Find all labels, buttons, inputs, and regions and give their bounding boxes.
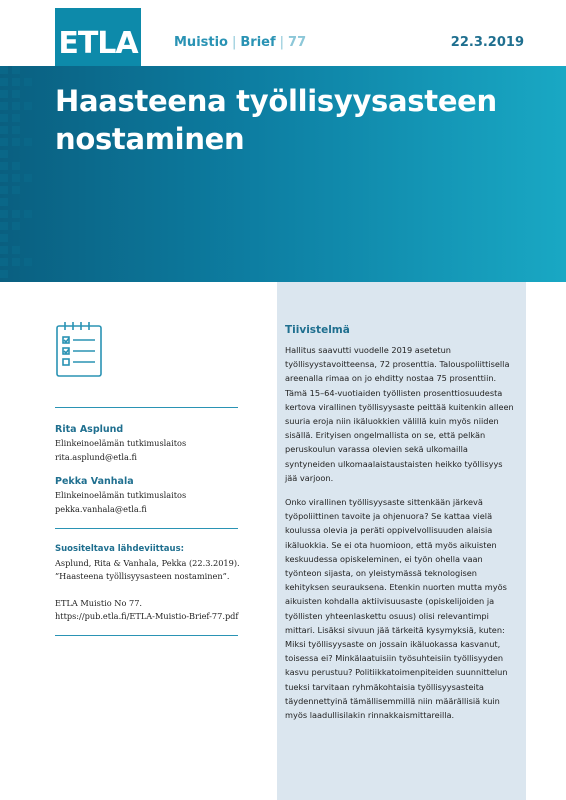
pdf-link[interactable]: https://pub.etla.fi/ETLA-Muistio-Brief-77.pdf [55,611,239,621]
separator: | [279,35,285,50]
author-org: Elinkeinoelämän tutkimuslaitos [55,438,187,448]
logo-text: ETLA [58,26,138,61]
author-email[interactable]: pekka.vanhala@etla.fi [55,504,147,514]
citation-line: ”Haasteena työllisyysasteen nostaminen”. [55,571,230,581]
title-line-2: nostaminen [55,122,245,156]
series-number: 77 [288,35,307,50]
citation-heading: Suositeltava lähdeviittaus: [55,544,185,554]
author-name: Rita Asplund [55,424,124,435]
author-org: Elinkeinoelämän tutkimuslaitos [55,490,187,500]
document-title [55,82,497,158]
summary-paragraph: Hallitus saavutti vuodelle 2019 asetetun työllisyystavoitteensa, 72 prosenttia. Talouspoliittisella areenalla rimaa on jo ehditty nostaa 75 prosenttiin. Tämä 15–64-vuotiaiden työllisten prosenttiosuudesta kertova virallinen työllisyysaste peittää kuitenkin alleen suuria eroja niin ikäluokkien välillä kuin myös niiden sisällä. Erityisen ongelmallista on se, että pelkän peruskoulun varassa olevien sekä ulkomailla syntyneiden ulkomaalaistaustaisten heikko työllisyys jää varjoon. [285,345,514,483]
publication-date: 22.3.2019 [450,35,524,50]
citation-line: Asplund, Rita & Vanhala, Pekka (22.3.2019). [55,558,240,568]
summary-body [285,343,517,732]
divider [55,635,238,636]
summary-heading: Tiivistelmä [285,324,350,336]
author-email[interactable]: rita.asplund@etla.fi [55,452,137,462]
series-name: Muistio [174,35,228,50]
banner-grid-pattern [0,66,40,282]
divider [55,528,238,529]
author-name: Pekka Vanhala [55,476,134,487]
series-label [174,35,306,50]
series-reference: ETLA Muistio No 77. [55,598,143,608]
checklist-icon [55,320,103,378]
title-line-1: Haasteena työllisyysasteen [55,84,497,118]
separator: | [232,35,237,50]
summary-paragraph: Onko virallinen työllisyysaste sittenkään järkevä työpoliittinen tavoite ja ohjenuora? Se kattaa vielä koulussa olevia ja peräti oppivelvollisuuden alaisia ikäluokkia. Se ei ota huomioon, että myös aikuisten keskuudessa opiskeleminen, ei työn ohella vaan työnteon sijasta, on yleistymässä teknologisen kehityksen seurauksena. Etenkin nuorten mutta myös aikuisten kohdalla aktiivisuusaste (opiskelijoiden ja työllisten yhteenlaskettu osuus) olisi relevantimpi mittari. Lisäksi sivuun jää tärkeitä kysymyksiä, kuten: Miksi työllisyysaste on jossain ikäluokassa kasvanut, toisessa ei? Minkälaatuisiin työsuhteisiin työllisyyden kasvu perustuu? Politiikkatoimenpiteiden suunnittelun tueksi tarvitaan ryhmäkohtaisia työllisyysasteita täydennettyinä tämällisemmillä niin määrällisiä kuin myös laadullisilakin rinnakkaismittareilla. [285,497,508,721]
series-type: Brief [240,35,276,50]
divider [55,407,238,408]
